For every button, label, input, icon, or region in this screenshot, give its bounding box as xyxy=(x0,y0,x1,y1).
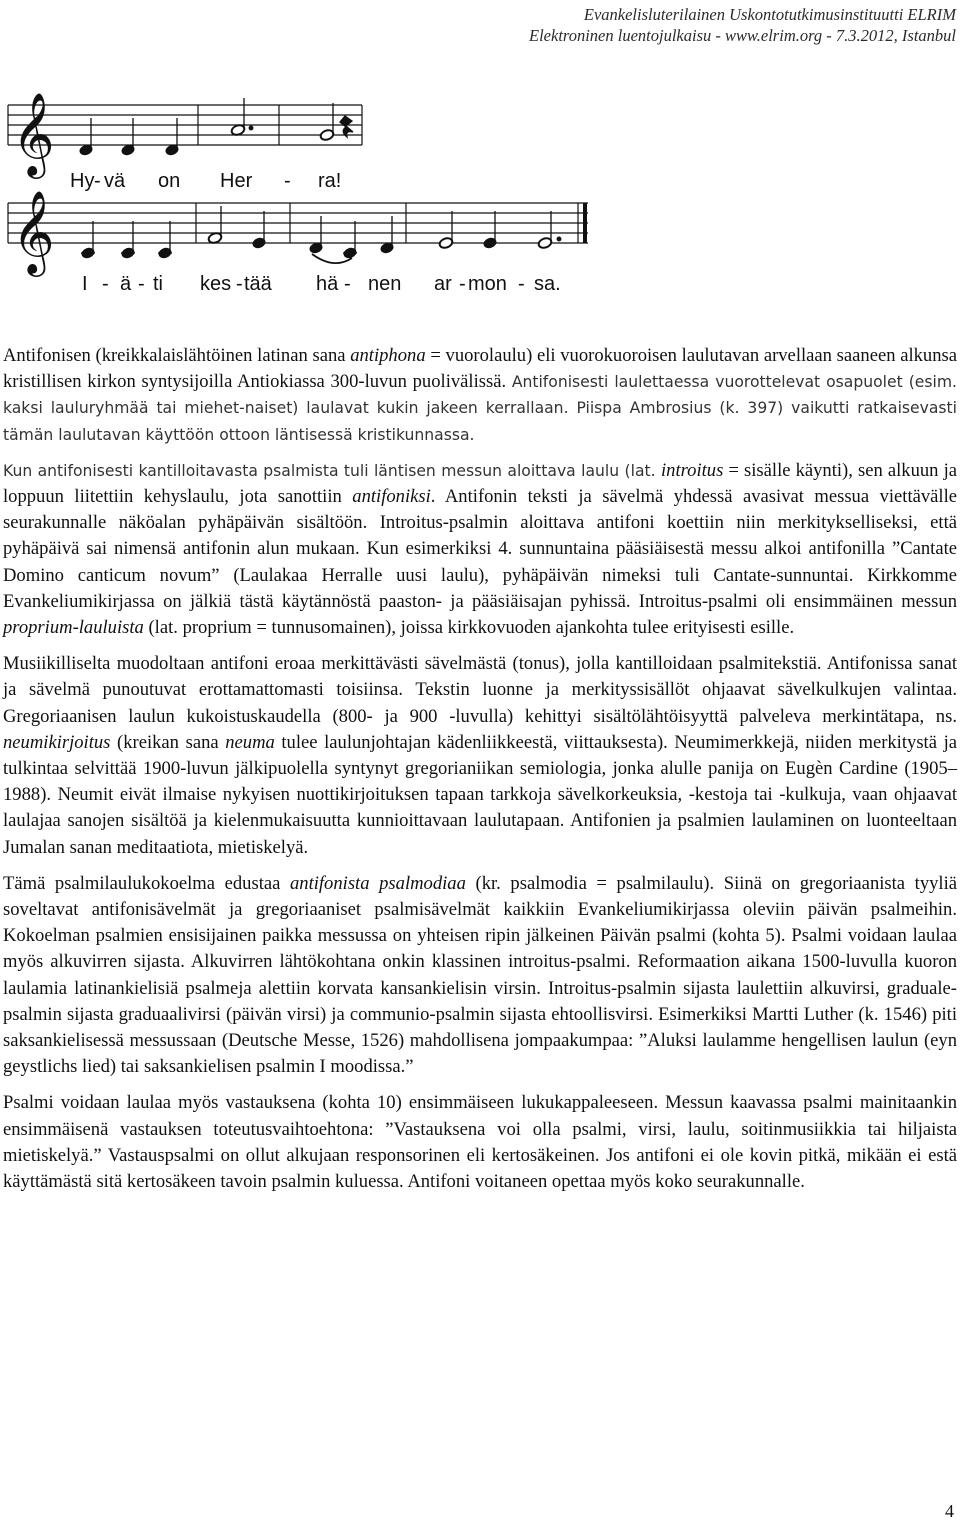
document-body xyxy=(3,343,957,1205)
header-institute: Evankelisluterilainen Uskontotutkimusinstituutti ELRIM xyxy=(583,5,956,24)
lyric: tää xyxy=(244,273,272,295)
lyric: - xyxy=(102,273,109,295)
lyric: on xyxy=(158,170,181,192)
lyric: - xyxy=(236,273,243,295)
lyric: sa. xyxy=(534,273,561,295)
treble-clef-icon: 𝄞 xyxy=(12,189,55,273)
header-publication: Elektroninen luentojulkaisu - www.elrim.org - 7.3.2012, Istanbul xyxy=(529,26,956,45)
staff-1 xyxy=(8,105,362,145)
treble-clef-icon: 𝄞 xyxy=(12,91,55,175)
lyric: ra! xyxy=(318,170,342,192)
lyric: - xyxy=(518,273,525,295)
staff-1-lyrics xyxy=(70,170,341,192)
paragraph-responsorial: Psalmi voidaan laulaa myös vastauksena (kohta 10) ensimmäiseen lukukappaleeseen. Messun kaavassa psalmi mainitaankin ensimmäisenä vastauksen toteutusvaihtoehtona: ”Vastauksena voi olla psalmi, virsi, laulu, soitinmusiikkia tai hiljaista mietiskelyä.” Vastauspsalmi on ollut alkujaan responsorinen eli kertosäkeinen. Jos antifoni ei ole kovin pitkä, mikään ei estä käyttämästä sitä kertosäkeen tavoin psalmin kuluessa. Antifoni voitaneen opettaa myös koko seurakunnalle. xyxy=(3,1092,957,1193)
lyric: I xyxy=(82,273,88,295)
page-header xyxy=(529,4,956,46)
lyric: Hy xyxy=(70,170,95,192)
score-svg xyxy=(0,88,600,300)
paragraph-psalmody-collection: Tämä psalmilaulukokoelma edustaa antifonista psalmodiaa (kr. psalmodia = psalmilaulu). Siinä on gregoriaanista tyyliä soveltavat antifonisävelmät ja gregoriaaniset psalmisävelmät kaikkiin Evankeliumikirjassa oleviin päivän psalmeihin. Kokoelman psalmien ensisijainen paikka messussa on yhteisen ripin jälkeinen Päivän psalmi (kohta 5). Psalmi voidaan laulaa myös alkuvirren sijasta. Alkuvirren lähtökohtana onkin klassinen introitus-psalmi. Reformaation aikana 1500-luvulla kuoron laulamia latinankielisiä psalmeja alettiin korvata kansankielisin virsin. Introitus-psalmin sijasta laulettiin alkuvirsi, graduale-psalmin sijasta graduaalivirsi (päivän virsi) ja communio-psalmin sijasta ehtoollisvirsi. Esimerkiksi Martti Luther (k. 1546) piti saksankielisessä messussaan (Deutsche Messe, 1526) mahdollisena jompaakumpaa: ”Aluksi laulamme hengellisen laulun (eyn geystlichs lied) tai saksankielisen psalmin I moodissa.” xyxy=(3,872,957,1078)
lyric: - xyxy=(94,170,101,192)
lyric: nen xyxy=(368,273,402,295)
lyric: ä xyxy=(120,273,132,295)
lyric: hä xyxy=(316,273,339,295)
staff-1-notes xyxy=(79,98,353,156)
lyric: Her xyxy=(220,170,253,192)
lyric: - xyxy=(459,273,466,295)
staff-2-notes xyxy=(81,206,561,263)
lyric: ar xyxy=(434,273,452,295)
staff-2 xyxy=(8,203,588,243)
lyric: - xyxy=(138,273,145,295)
lyric: mon xyxy=(468,273,507,295)
paragraph-musical-form: Musiikilliselta muodoltaan antifoni eroaa merkittävästi sävelmästä (tonus), jolla kantilloidaan psalmitekstiä. Antifonissa sanat ja sävelmä punoutuvat erottamattomasti toisiinsa. Tekstin luonne ja merkityssisällöt ohjaavat sävelkulkujen valintaa. Gregoriaanisen laulun kukoistuskaudella (800- ja 900 -luvulla) kehittyi sisältölähtöisyyttä palveleva merkintätapa, ns. neumikirjoitus (kreikan sana neuma tulee laulunjohtajan kädenliikkeestä, viittauksesta). Neumimerkkejä, niiden merkitystä ja tulkintaa selvittää 1900-luvun jälkipuolella syntynyt gregorianiikan semiologia, jonka alulle panija on Eugèn Cardine (1905–1988). Neumit eivät ilmaise nykyisen nuottikirjoituksen tapaan tarkkoja sävelkorkeuksia, -kestoja tai -kulkuja, vaan ohjaavat laulajaa sanojen sisältöä ja kielenmukaisuutta kunnioittavaan laulutapaan. Antifonien ja psalmien laulaminen on luonteeltaan Jumalan sanan meditaatiota, mietiskelyä. xyxy=(3,653,957,858)
page-number: 4 xyxy=(945,1501,954,1521)
lyric: - xyxy=(344,273,351,295)
lyric: ti xyxy=(153,273,163,295)
staff-2-lyrics xyxy=(82,273,561,295)
lyric: vä xyxy=(104,170,126,192)
lyric: kes xyxy=(200,273,232,295)
music-score xyxy=(0,88,600,300)
paragraph-antiphony-origin: Antifonisen (kreikkalaislähtöinen latinan sana antiphona = vuorolaulu) eli vuorokuoroisen laulutavan arvellaan saaneen alkunsa kristillisen kirkon syntysijoilla Antiokiassa 300-luvun puolivälissä. Antifonisesti laulettaessa vuorottelevat osapuolet (esim. kaksi lauluryhmää tai miehet-naiset) laulavat kukin jakeen kerrallaan. Piispa Ambrosius (k. 397) vaikutti ratkaisevasti tämän laulutavan käyttöön ottoon läntisessä kristikunnassa. xyxy=(3,345,958,444)
lyric: - xyxy=(284,170,291,192)
paragraph-introitus: Kun antifonisesti kantilloitavasta psalmista tuli läntisen messun aloittava laulu (lat. introitus = sisälle käynti), sen alkuun ja loppuun liitettiin kehyslaulu, jota sanottiin antifoniksi. Antifonin teksti ja sävelmä yhdessä avasivat messua viettävälle seurakunnalle näköalan pyhäpäivän sisältöön. Introitus-psalmin aloittava antifoni koettiin niin merkitykselliseksi, että pyhäpäivä sai nimensä antifonin alun mukaan. Kun esimerkiksi 4. sunnuntaina pääsiäisestä messu alkoi antifonilla ”Cantate Domino canticum novum” (Laulakaa Herralle uusi laulu), pyhäpäivän nimeksi tuli Cantate-sunnuntai. Kirkkomme Evankeliumikirjassa on jälkiä tästä käytännöstä paaston- ja pääsiäisajan pyhissä. Introitus-psalmi oli ensimmäinen messun proprium-lauluista (lat. proprium = tunnusomainen), joissa kirkkovuoden ajankohta tulee erityisesti esille. xyxy=(3,459,958,639)
